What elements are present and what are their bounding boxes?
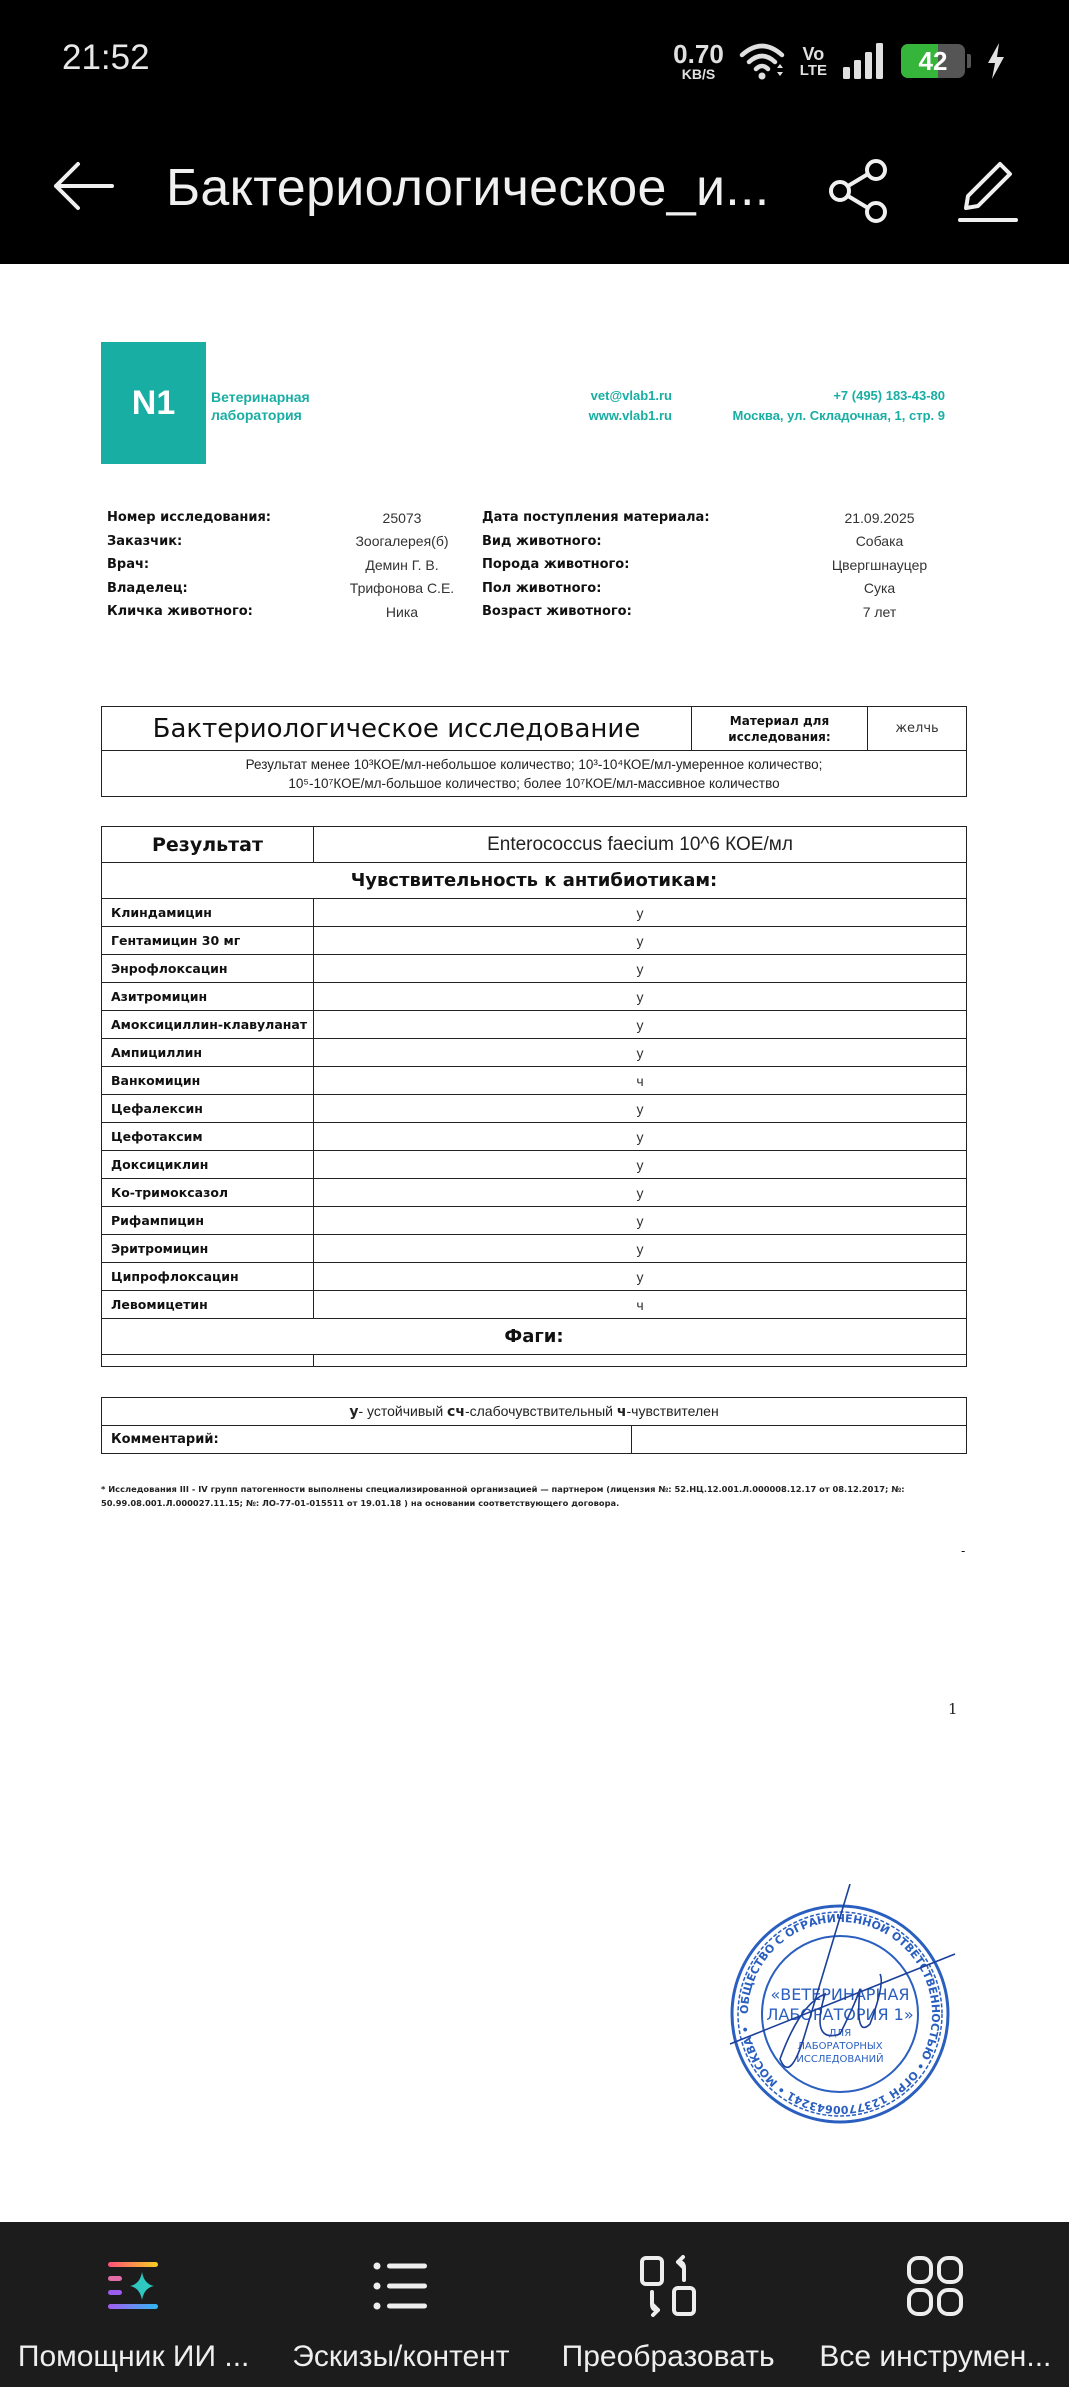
scale-line-1: Результат менее 10³КОЕ/мл-небольшое количество; 10³-10⁴КОЕ/мл-умеренное количество; [245,756,823,772]
status-icons [673,36,1007,86]
legend-table [101,1397,967,1454]
antibiotic-result: у [314,983,967,1011]
antibiotic-result: у [314,899,967,927]
antibiotic-result: у [314,1207,967,1235]
stamp-line-3: ДЛЯ [828,2028,852,2039]
table-row [102,1263,967,1291]
legend-text: -слабочувствительный [464,1403,617,1419]
antibiotic-result: у [314,1263,967,1291]
comment-label: Комментарий: [102,1426,632,1454]
ai-assistant-icon [102,2254,166,2318]
dash-mark: - [961,1544,966,1558]
table-row [102,1291,967,1319]
antibiotic-result: у [314,927,967,955]
logo-text [211,388,310,424]
info-label: Порода животного: [482,557,630,573]
antibiotic-result: у [314,1151,967,1179]
lab-phone: +7 (495) 183-43-80 [833,388,945,403]
table-row [102,1011,967,1039]
contact-web [560,386,672,426]
info-value: 21.09.2025 [844,509,915,526]
convert-label: Преобразовать [561,2340,775,2373]
scale-line-2: 10⁵-10⁷КОЕ/мл-большое количество; более 10⁷КОЕ/мл-массивное количество [288,775,780,791]
status-time: 21:52 [62,38,150,77]
antibiotic-name: Ко-тримоксазол [102,1179,314,1207]
pdf-page[interactable] [0,264,1069,2222]
info-label: Кличка животного: [107,604,253,620]
table-row [102,1151,967,1179]
phages-row [102,1355,967,1367]
legend-key: ч [616,1404,627,1420]
info-value: 7 лет [862,603,897,620]
ai-assistant-label: Помощник ИИ ... [17,2340,250,2373]
wifi-icon [738,41,786,81]
logo-line-1: Ветеринарная [211,389,310,405]
battery-terminal [967,54,971,68]
list-icon [369,2254,433,2318]
antibiotic-result: у [314,1095,967,1123]
antibiotic-name: Гентамицин 30 мг [102,927,314,955]
phage-name [102,1355,314,1367]
table-row [102,1067,967,1095]
top-bar [0,0,1069,264]
antibiotic-result: у [314,1039,967,1067]
table-row [102,955,967,983]
info-value: Зоогалерея(б) [355,533,449,550]
bottom-toolbar [0,2222,1069,2387]
ai-assistant-button[interactable] [0,2222,267,2387]
page-number: 1 [948,1700,958,1718]
lab-logo [101,342,206,464]
study-header-table [101,706,967,797]
info-value: Цвергшнауцер [831,556,928,573]
info-label: Номер исследования: [107,510,272,526]
antibiotic-name: Азитромицин [102,983,314,1011]
result-value: Enterococcus faecium 10^6 КОЕ/мл [314,827,967,863]
back-arrow-icon[interactable] [48,156,118,216]
antibiotic-name: Доксициклин [102,1151,314,1179]
info-row [107,577,967,601]
antibiotic-name: Клиндамицин [102,899,314,927]
volte-top: Vo [802,43,825,64]
legend-key: сч [447,1404,465,1420]
antibiotic-name: Ампициллин [102,1039,314,1067]
antibiotic-result: ч [314,1067,967,1095]
antibiotic-result: у [314,1179,967,1207]
battery-percent: 42 [918,45,948,76]
legend-key: у [349,1404,359,1420]
antibiotic-result: ч [314,1291,967,1319]
antibiotic-name: Ципрофлоксацин [102,1263,314,1291]
legend-text: -чувствителен [626,1403,719,1419]
info-value: Демин Г. В. [365,556,439,573]
table-row [102,983,967,1011]
antibiotic-name: Амоксициллин-клавуланат [102,1011,314,1039]
stamp-line-2: ЛАБОРАТОРИЯ 1» [766,2005,914,2024]
antibiotic-name: Левомицетин [102,1291,314,1319]
result-table [101,826,967,1367]
info-label: Врач: [107,557,150,573]
convert-button[interactable] [535,2222,802,2387]
table-row [102,1179,967,1207]
table-row [102,1235,967,1263]
antibiotic-result: у [314,1123,967,1151]
phage-result [314,1355,967,1367]
info-row [107,553,967,577]
material-value: желчь [868,707,967,751]
quantity-scale [102,751,967,797]
legend-text: - устойчивый [358,1403,448,1419]
table-row [102,1123,967,1151]
network-speed [673,41,724,81]
info-row [107,530,967,554]
battery-indicator [901,44,965,78]
logo-line-2: лаборатория [211,407,302,423]
table-row [102,927,967,955]
edit-pencil-icon[interactable] [952,156,1022,226]
info-value: Сука [863,580,896,597]
antibiotic-name: Цефотаксим [102,1123,314,1151]
antibiotic-result: у [314,1011,967,1039]
stamp-line-4: ЛАБОРАТОРНЫХ [797,2041,883,2052]
comment-value [632,1426,967,1454]
antibiotic-name: Ванкомицин [102,1067,314,1095]
info-label: Возраст животного: [482,604,632,620]
info-label: Дата поступления материала: [482,510,710,526]
info-label: Пол животного: [482,580,602,596]
info-value: 25073 [382,509,422,526]
logo-mark: N1 [131,383,176,422]
table-row [102,899,967,927]
stamp-line-5: ИССЛЕДОВАНИЙ [796,2054,884,2065]
info-value: Трифонова С.Е. [349,580,455,597]
lab-address: Москва, ул. Складочная, 1, стр. 9 [732,408,945,423]
material-label: Материал для исследования: [692,707,868,751]
antibiotic-result: у [314,1235,967,1263]
volte-indicator [800,45,827,78]
antibiotic-name: Энрофлоксацин [102,955,314,983]
grid-icon [903,2254,967,2318]
sensitivity-legend [102,1398,967,1426]
net-speed-unit: KB/S [681,66,716,82]
contact-address [690,386,945,426]
lab-stamp [720,1884,960,2134]
signal-strength-icon [841,41,887,81]
thumbnails-button[interactable] [267,2222,534,2387]
charging-bolt-icon [985,41,1007,81]
table-row [102,1039,967,1067]
info-label: Вид животного: [482,533,602,549]
lab-email: vet@vlab1.ru [590,388,672,403]
all-tools-button[interactable] [802,2222,1069,2387]
study-title: Бактериологическое исследование [102,707,692,751]
antibiotic-name: Цефалексин [102,1095,314,1123]
document-title: Бактериологическое_и... [166,159,770,217]
convert-icon [636,2254,700,2318]
all-tools-label: Все инструмен... [819,2340,1052,2373]
info-row [107,506,967,530]
info-label: Заказчик: [107,533,183,549]
stamp-ring-text: ОБЩЕСТВО С ОГРАНИЧЕННОЙ ОТВЕТСТВЕННОСТЬЮ • ОГРН 1237700643241 • МОСКВА • [737,1911,943,2117]
net-speed-value: 0.70 [673,39,724,69]
antibiotic-name: Эритромицин [102,1235,314,1263]
study-info [107,506,967,624]
volte-bottom: LTE [799,61,827,79]
table-row [102,1095,967,1123]
info-label: Владелец: [107,580,188,596]
sensitivity-title: Чувствительность к антибиотикам: [102,863,967,899]
thumbnails-label: Эскизы/контент [292,2340,510,2373]
antibiotic-result: у [314,955,967,983]
antibiotic-name: Рифампицин [102,1207,314,1235]
info-value: Собака [855,533,904,550]
footnote: * Исследования III - IV групп патогенности выполнены специализированной организацией — партнером (лицензия №: 52.НЦ.12.001.Л.000008.12.17 от 08.12.2017; №: 50.99.08.001.Л.000027.11.15; №: ЛО-77-01-015511 от 19.01.18 ) на основании соответствующего договора. [101,1484,905,1508]
lab-website: www.vlab1.ru [588,408,672,423]
share-icon[interactable] [826,158,892,224]
table-row [102,1207,967,1235]
result-label: Результат [102,827,314,863]
info-row [107,600,967,624]
phages-title: Фаги: [102,1319,967,1355]
stamp-line-1: «ВЕТЕРИНАРНАЯ [770,1985,910,2004]
info-value: Ника [385,603,419,620]
